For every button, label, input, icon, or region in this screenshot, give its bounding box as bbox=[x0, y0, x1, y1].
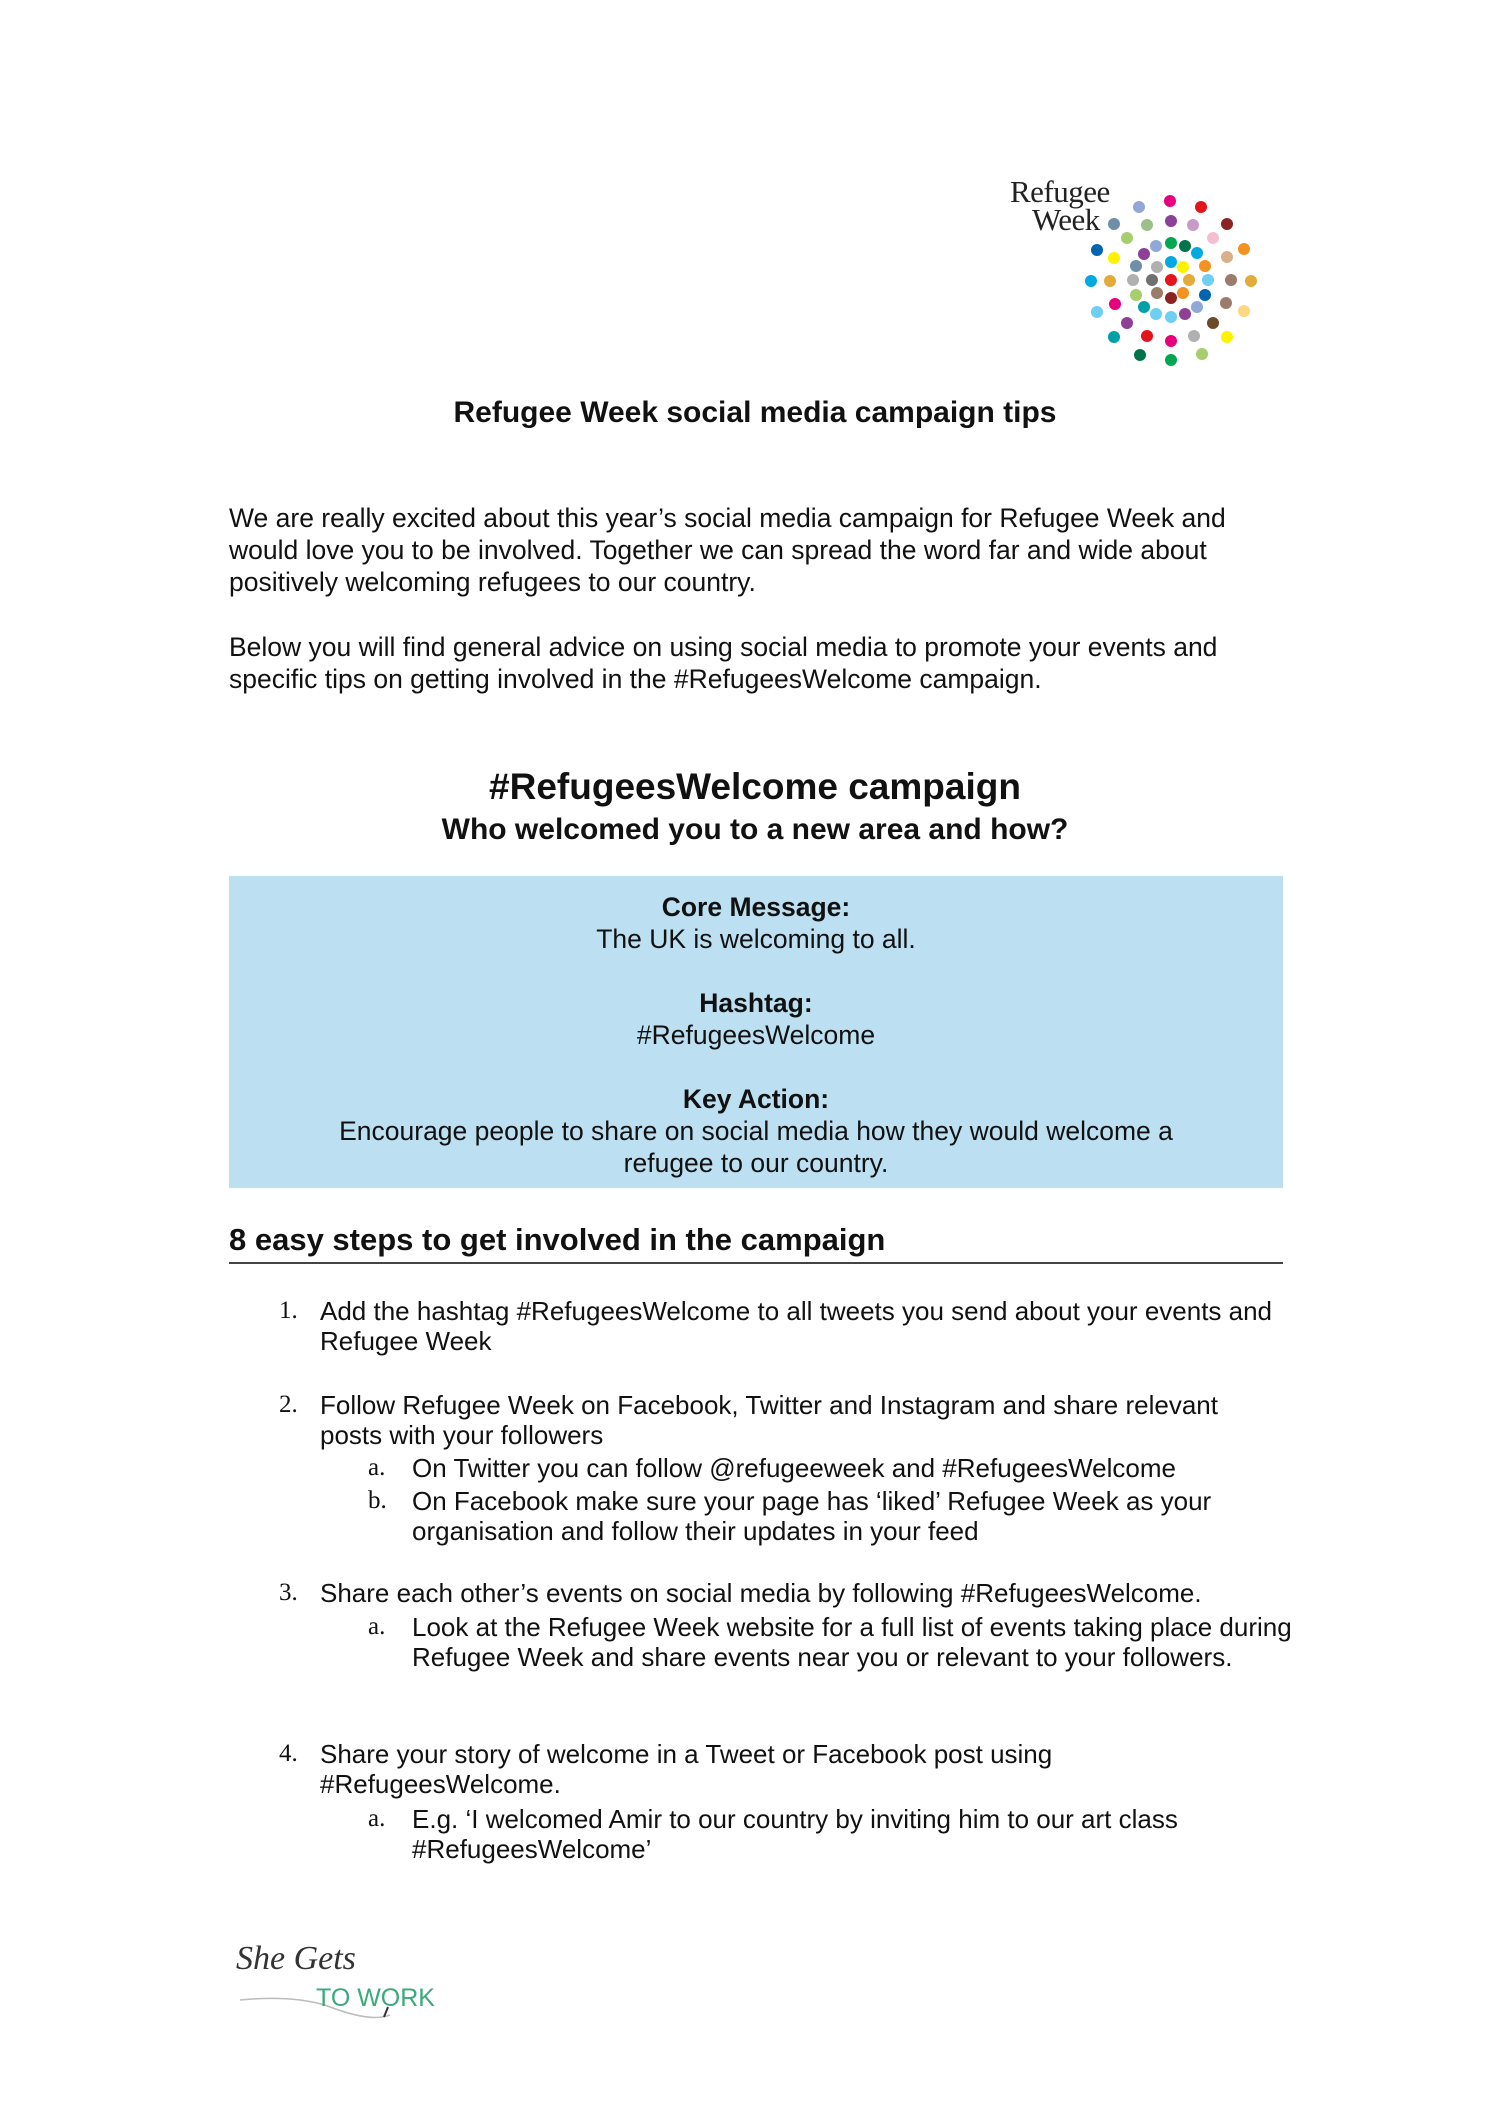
sub-step-letter: a. bbox=[368, 1454, 386, 1481]
logo-dot bbox=[1108, 252, 1120, 264]
key-action-value-line-2: refugee to our country. bbox=[623, 1148, 889, 1178]
sub-step-item bbox=[368, 1453, 1292, 1483]
logo-dot bbox=[1195, 201, 1207, 213]
logo-dot bbox=[1127, 274, 1139, 286]
sub-step-text: Look at the Refugee Week website for a full list of events taking place during Refugee Week and share events near you or relevant to your followers. bbox=[412, 1612, 1292, 1672]
logo-dot bbox=[1196, 348, 1208, 360]
logo-dot bbox=[1221, 251, 1233, 263]
step-item bbox=[279, 1390, 1285, 1450]
steps-heading: 8 easy steps to get involved in the campaign bbox=[229, 1222, 1283, 1264]
logo-dot bbox=[1191, 301, 1203, 313]
logo-dot bbox=[1207, 317, 1219, 329]
footer-logo-text: She Gets bbox=[236, 1940, 356, 1977]
logo-dot bbox=[1109, 298, 1121, 310]
sub-step-item bbox=[368, 1804, 1242, 1864]
step-item bbox=[279, 1739, 1220, 1799]
logo-dot bbox=[1138, 301, 1150, 313]
sub-step-letter: a. bbox=[368, 1613, 386, 1640]
sub-step-item bbox=[368, 1612, 1292, 1672]
logo-dot bbox=[1104, 275, 1116, 287]
logo-dot bbox=[1165, 354, 1177, 366]
logo-dot bbox=[1188, 330, 1200, 342]
logo-dot bbox=[1151, 261, 1163, 273]
step-number: 4. bbox=[279, 1740, 298, 1767]
intro-paragraph-1: We are really excited about this year’s social media campaign for Refugee Week and would love you to be involved. Together we can spread the word far and wide about positively welcoming refugees to our country. bbox=[229, 503, 1226, 597]
logo-dot bbox=[1164, 195, 1176, 207]
logo-dot bbox=[1202, 274, 1214, 286]
logo-dot bbox=[1091, 244, 1103, 256]
logo-dot bbox=[1179, 308, 1191, 320]
logo-dot bbox=[1183, 274, 1195, 286]
logo-dot bbox=[1134, 349, 1146, 361]
logo-dot bbox=[1130, 260, 1142, 272]
sub-step-text: E.g. ‘I welcomed Amir to our country by inviting him to our art class #RefugeesWelcome’ bbox=[412, 1804, 1178, 1864]
logo-dot bbox=[1165, 274, 1177, 286]
logo-dot bbox=[1108, 218, 1120, 230]
logo-word-1: Refugee bbox=[1010, 174, 1110, 209]
hashtag-value: #RefugeesWelcome bbox=[636, 1020, 876, 1050]
logo-dot bbox=[1191, 247, 1203, 259]
logo-dot bbox=[1238, 243, 1250, 255]
sub-step-text: On Facebook make sure your page has ‘liked’ Refugee Week as your organisation and follow their updates in your feed bbox=[412, 1486, 1212, 1546]
sub-step-letter: b. bbox=[368, 1487, 387, 1514]
step-number: 3. bbox=[279, 1579, 298, 1606]
refugee-week-logo-text bbox=[1010, 174, 1110, 237]
hashtag-label: Hashtag: bbox=[699, 988, 813, 1018]
logo-dot bbox=[1130, 289, 1142, 301]
sub-step-letter: a. bbox=[368, 1805, 386, 1832]
core-message-label: Core Message: bbox=[661, 892, 851, 922]
step-text: Add the hashtag #RefugeesWelcome to all tweets you send about your events and Refugee Week bbox=[320, 1296, 1273, 1356]
sub-step-text: On Twitter you can follow @refugeeweek and #RefugeesWelcome bbox=[412, 1453, 1176, 1483]
logo-dot bbox=[1179, 240, 1191, 252]
core-message-box bbox=[229, 876, 1283, 1188]
logo-dot bbox=[1220, 297, 1232, 309]
logo-dot bbox=[1225, 274, 1237, 286]
logo-dot bbox=[1121, 317, 1133, 329]
logo-dot bbox=[1141, 330, 1153, 342]
logo-dot bbox=[1150, 308, 1162, 320]
logo-dot bbox=[1187, 219, 1199, 231]
step-number: 1. bbox=[279, 1297, 298, 1324]
key-action-label: Key Action: bbox=[682, 1084, 830, 1114]
logo-dot bbox=[1150, 240, 1162, 252]
campaign-heading: #RefugeesWelcome campaign bbox=[489, 766, 1021, 807]
logo-dot bbox=[1221, 218, 1233, 230]
logo-dot bbox=[1146, 274, 1158, 286]
logo-dot bbox=[1165, 311, 1177, 323]
campaign-subheading: Who welcomed you to a new area and how? bbox=[441, 813, 1069, 846]
page-title: Refugee Week social media campaign tips bbox=[453, 396, 1057, 429]
step-text: Share each other’s events on social media by following #RefugeesWelcome. bbox=[320, 1578, 1202, 1608]
step-item bbox=[279, 1578, 1285, 1608]
logo-dot bbox=[1085, 275, 1097, 287]
sub-step-item bbox=[368, 1486, 1292, 1546]
logo-dot bbox=[1165, 335, 1177, 347]
logo-dot bbox=[1091, 306, 1103, 318]
logo-dot bbox=[1165, 256, 1177, 268]
logo-dot bbox=[1141, 219, 1153, 231]
logo-dot bbox=[1138, 248, 1150, 260]
logo-dot bbox=[1121, 232, 1133, 244]
logo-dot bbox=[1207, 232, 1219, 244]
intro-paragraph-2: Below you will find general advice on using social media to promote your events and specific tips on getting involved in the #RefugeesWelcome campaign. bbox=[229, 632, 1218, 694]
step-number: 2. bbox=[279, 1391, 298, 1418]
logo-dot bbox=[1221, 331, 1233, 343]
core-message-value: The UK is welcoming to all. bbox=[596, 924, 916, 954]
logo-dot bbox=[1177, 261, 1189, 273]
logo-dot bbox=[1177, 287, 1189, 299]
logo-dot bbox=[1199, 260, 1211, 272]
logo-dot bbox=[1165, 292, 1177, 304]
logo-dot bbox=[1238, 305, 1250, 317]
footer-logo-accent-text: TO WORK bbox=[316, 1984, 435, 2012]
step-text: Share your story of welcome in a Tweet or Facebook post using #RefugeesWelcome. bbox=[320, 1739, 1053, 1799]
logo-word-2: Week bbox=[1032, 202, 1100, 237]
step-text: Follow Refugee Week on Facebook, Twitter and Instagram and share relevant posts with your followers bbox=[320, 1390, 1218, 1450]
logo-dot bbox=[1133, 201, 1145, 213]
logo-dot bbox=[1165, 215, 1177, 227]
logo-dot bbox=[1165, 237, 1177, 249]
logo-dot bbox=[1151, 287, 1163, 299]
logo-dot bbox=[1199, 289, 1211, 301]
logo-dot bbox=[1108, 331, 1120, 343]
key-action-value-line-1: Encourage people to share on social media how they would welcome a bbox=[339, 1116, 1173, 1146]
step-item bbox=[279, 1296, 1285, 1356]
logo-dot bbox=[1245, 275, 1257, 287]
